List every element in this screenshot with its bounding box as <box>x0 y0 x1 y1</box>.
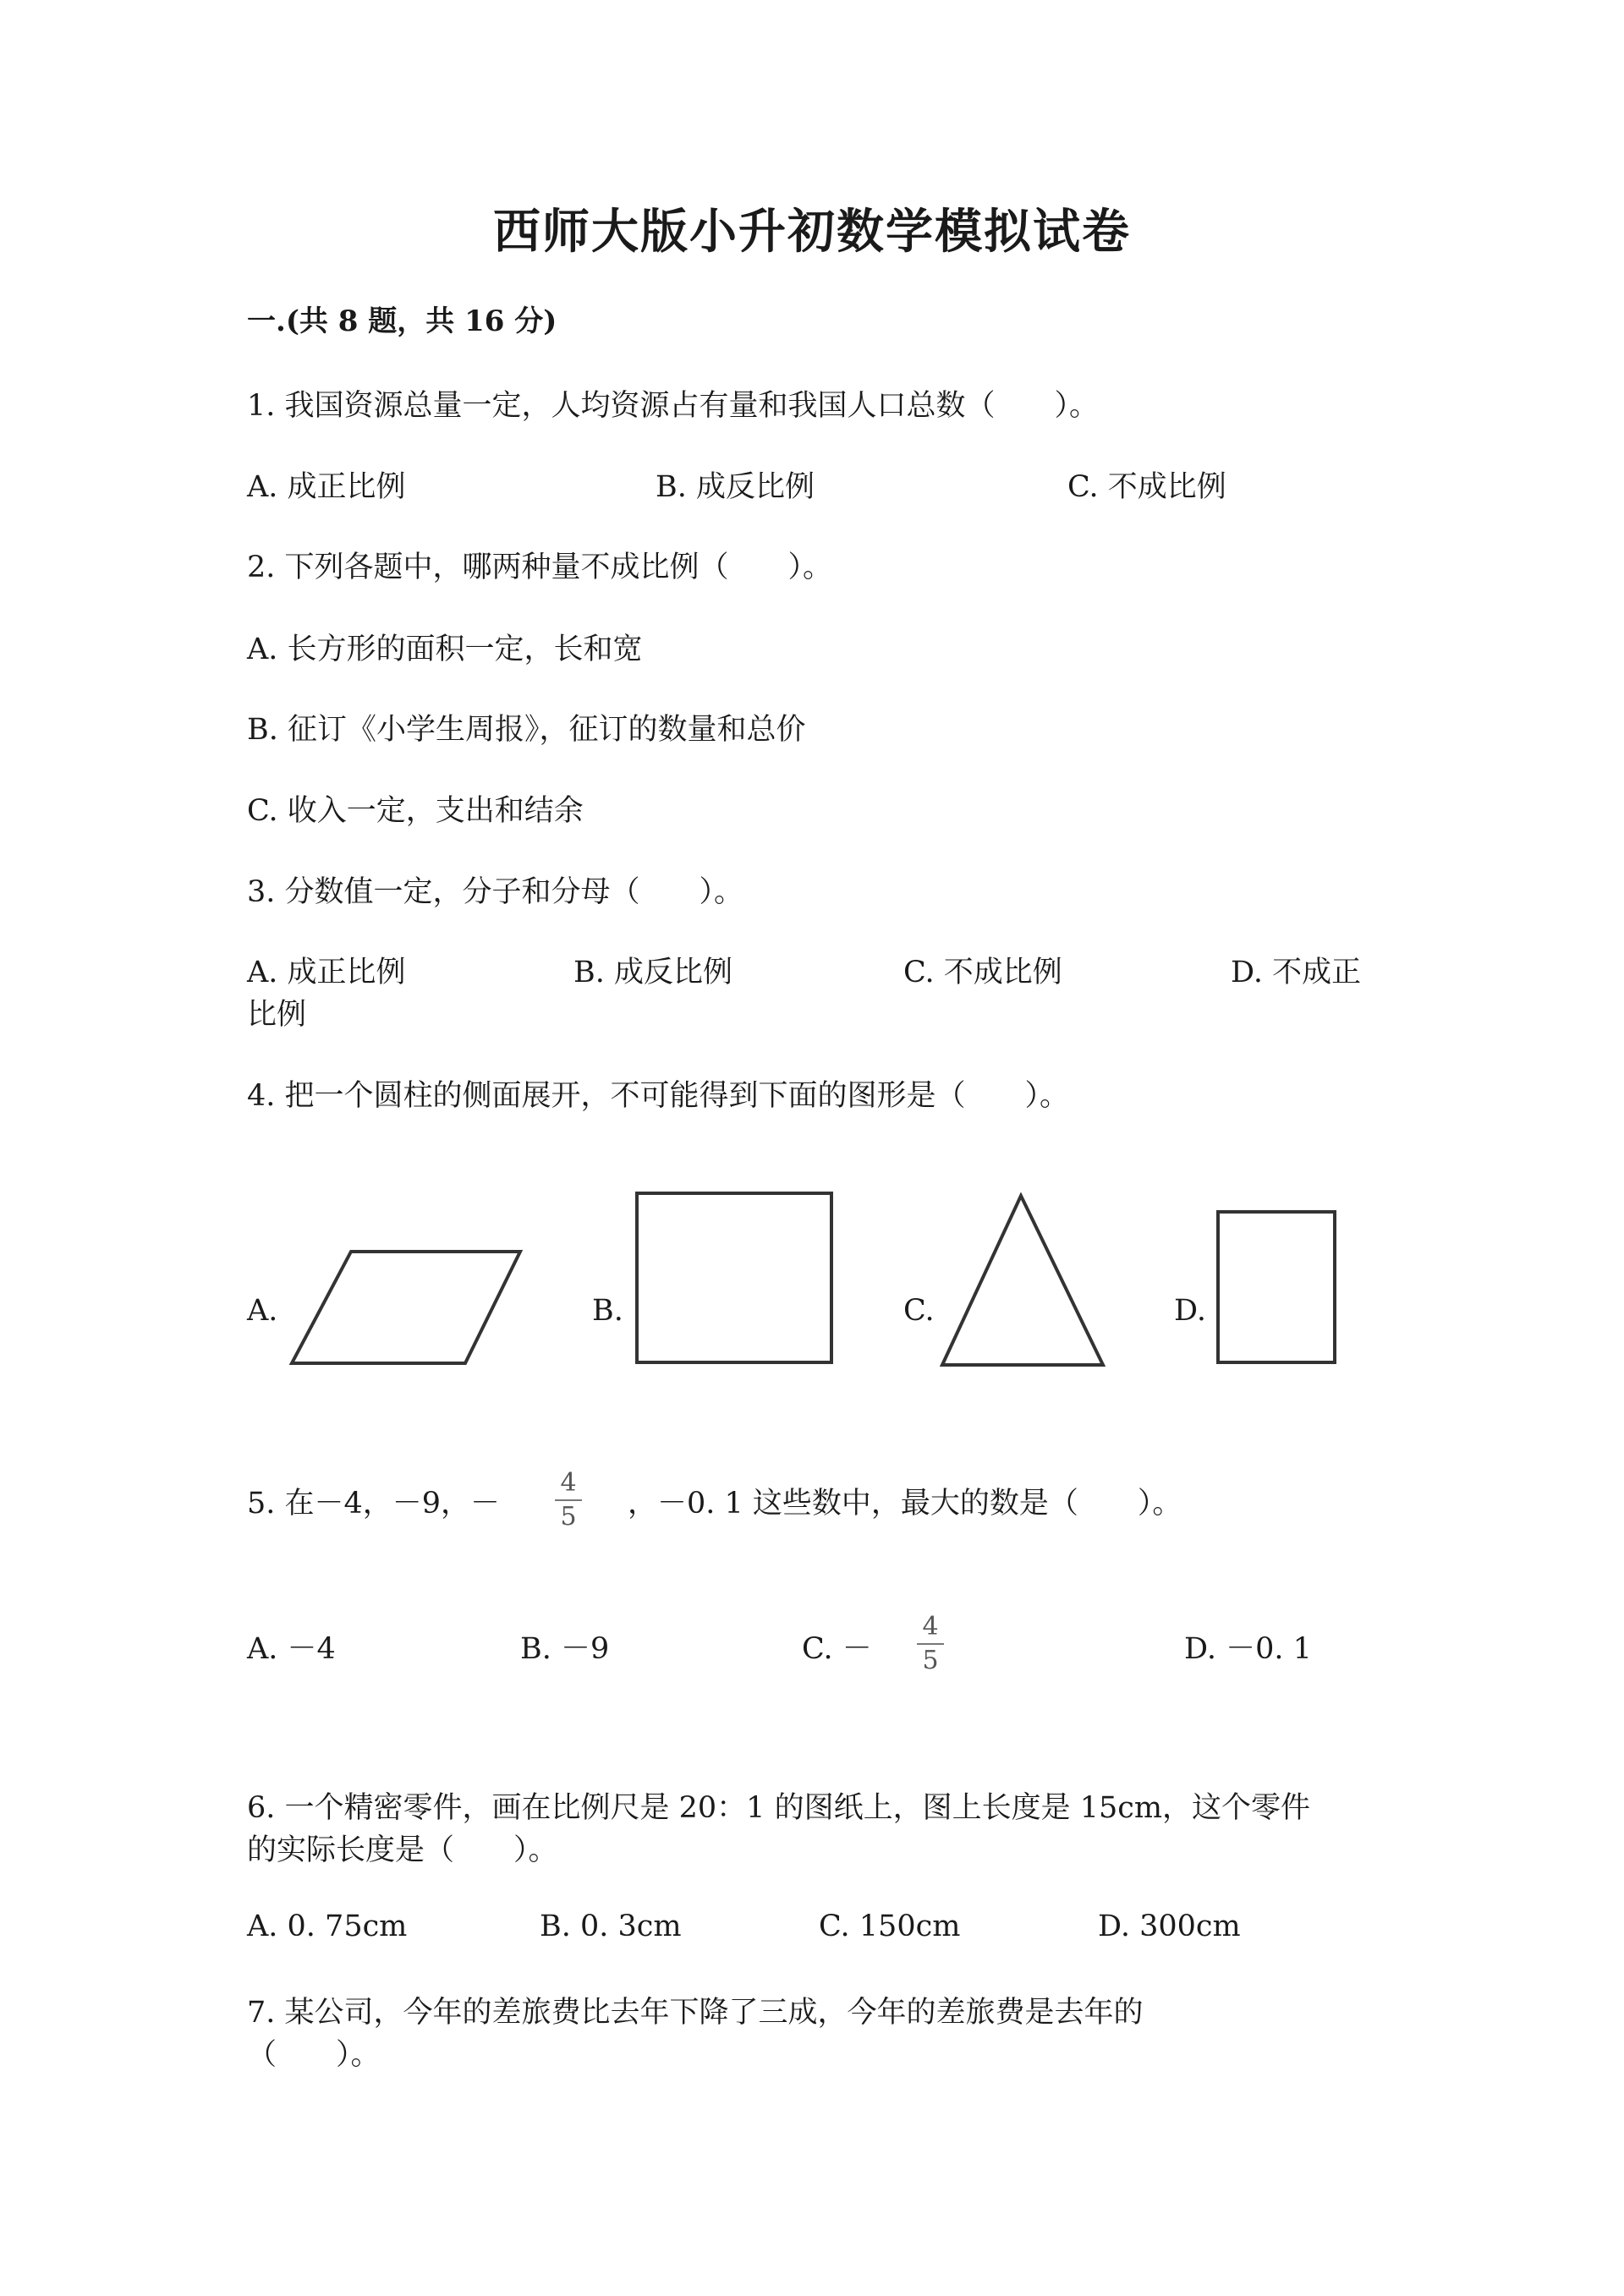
q3-option-c: C. 不成比例 <box>903 956 1062 989</box>
question-5-text-before: 5. 在－4，－9，－ <box>247 1487 501 1521</box>
parallelogram-shape <box>288 1243 524 1370</box>
q5-option-c-denominator: 5 <box>922 1646 939 1675</box>
question-6-line-2: 的实际长度是（ ）。 <box>247 1833 558 1867</box>
q3-option-a: A. 成正比例 <box>247 956 406 989</box>
q4-option-a-label: A. <box>247 1294 278 1328</box>
question-7-line-1: 7. 某公司，今年的差旅费比去年下降了三成，今年的差旅费是去年的 <box>247 1996 1144 2030</box>
q5-option-c-fraction <box>914 1611 947 1677</box>
q2-option-c: C. 收入一定，支出和结余 <box>247 794 584 828</box>
q2-option-a: A. 长方形的面积一定，长和宽 <box>247 633 643 666</box>
q6-option-d: D. 300cm <box>1098 1910 1241 1943</box>
q6-option-c: C. 150cm <box>819 1910 961 1943</box>
q5-fraction-numerator: 4 <box>560 1468 577 1498</box>
q3-option-b: B. 成反比例 <box>573 956 732 989</box>
q5-option-a: A. －4 <box>247 1632 336 1666</box>
q4-option-c-label: C. <box>903 1294 935 1328</box>
q5-option-c: C. － <box>802 1632 872 1666</box>
square-shape <box>633 1189 836 1367</box>
question-3-text: 3. 分数值一定，分子和分母（ ）。 <box>247 875 744 909</box>
question-7-line-2: （ ）。 <box>247 2038 381 2072</box>
section-heading: 一.(共 8 题，共 16 分) <box>247 304 557 338</box>
q1-option-a: A. 成正比例 <box>247 470 406 504</box>
q4-option-b-label: B. <box>592 1294 623 1328</box>
q5-option-b: B. －9 <box>520 1632 610 1666</box>
q5-option-c-numerator: 4 <box>922 1612 939 1641</box>
q2-option-b: B. 征订《小学生周报》，征订的数量和总价 <box>247 713 806 747</box>
q5-option-d: D. －0. 1 <box>1184 1632 1312 1666</box>
q6-option-a: A. 0. 75cm <box>247 1910 408 1943</box>
question-4-text: 4. 把一个圆柱的侧面展开，不可能得到下面的图形是（ ）。 <box>247 1079 1070 1113</box>
q5-fraction-denominator: 5 <box>560 1502 577 1532</box>
question-6-line-1: 6. 一个精密零件，画在比例尺是 20：1 的图纸上，图上长度是 15cm，这个零件 <box>247 1791 1311 1825</box>
q6-option-b: B. 0. 3cm <box>540 1910 682 1943</box>
q5-fraction <box>551 1467 585 1533</box>
q4-option-d-label: D. <box>1174 1294 1206 1328</box>
question-5-text-after: ，－0. 1 这些数中，最大的数是（ ）。 <box>628 1487 1182 1521</box>
q1-option-b: B. 成反比例 <box>656 470 815 504</box>
question-1-text: 1. 我国资源总量一定，人均资源占有量和我国人口总数（ ）。 <box>247 389 1100 423</box>
q3-option-d: D. 不成正 <box>1231 956 1362 989</box>
rectangle-shape <box>1214 1208 1341 1368</box>
q3-option-d-continued: 比例 <box>247 998 307 1032</box>
question-2-text: 2. 下列各题中，哪两种量不成比例（ ）。 <box>247 551 833 584</box>
page-title: 西师大版小升初数学模拟试卷 <box>493 204 1131 260</box>
q1-option-c: C. 不成比例 <box>1067 470 1226 504</box>
triangle-shape <box>937 1192 1106 1370</box>
